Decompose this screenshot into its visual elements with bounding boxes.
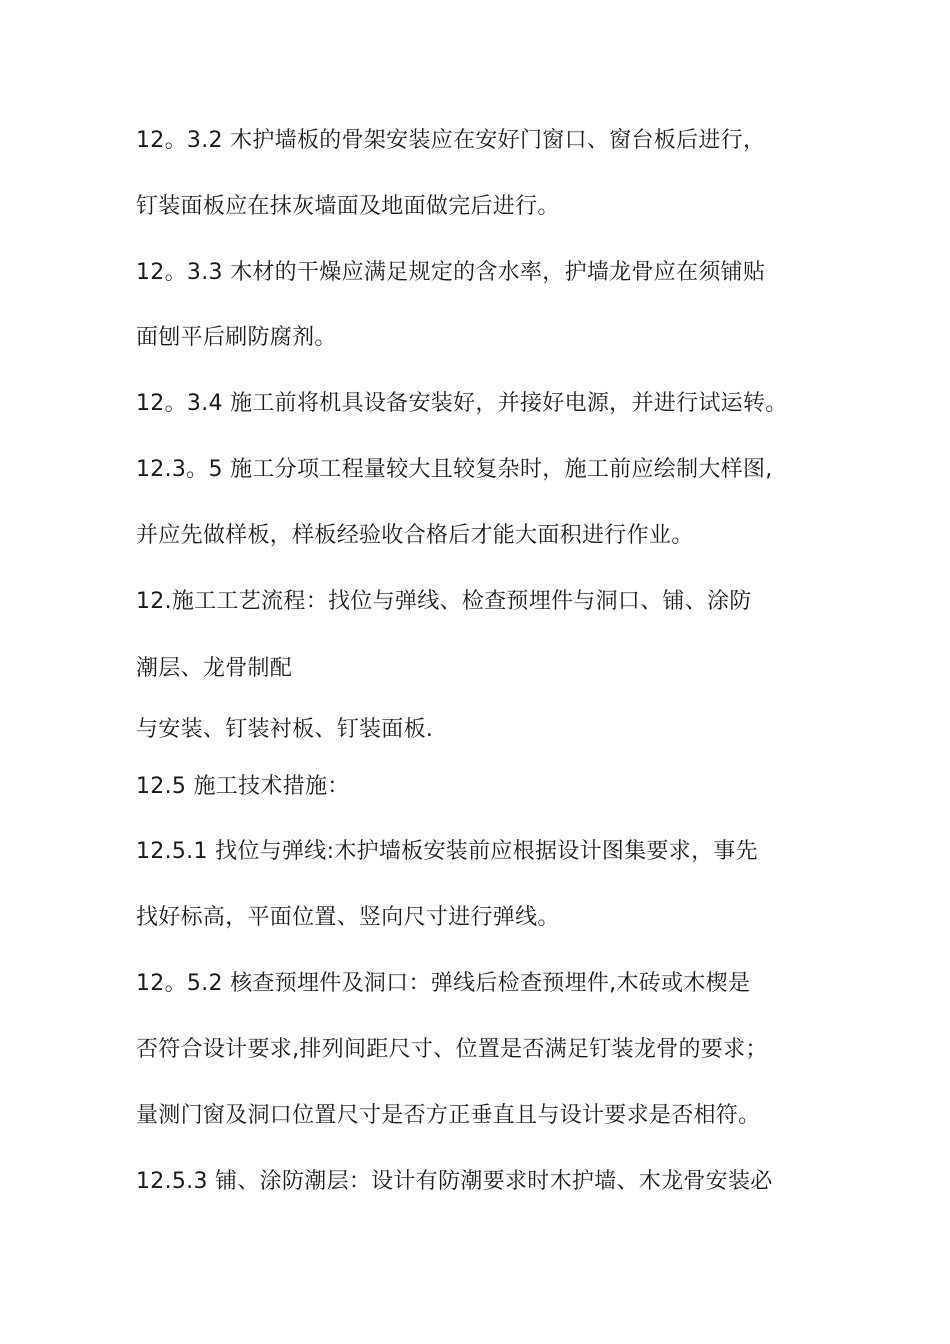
paragraph-line-9: 潮层、龙骨制配 (136, 656, 293, 681)
paragraph-line-4: 面刨平后刷防腐剂。 (136, 325, 337, 350)
paragraph-line-12: 12.5.1 找位与弹线:木护墙板安装前应根据设计图集要求，事先 (136, 839, 758, 864)
paragraph-line-7: 并应先做样板，样板经验收合格后才能大面积进行作业。 (136, 523, 694, 548)
paragraph-line-2: 钉装面板应在抹灰墙面及地面做完后进行。 (136, 194, 560, 219)
paragraph-line-15: 否符合设计要求,排列间距尺寸、位置是否满足钉装龙骨的要求； (136, 1037, 768, 1062)
paragraph-line-6: 12.3。5 施工分项工程量较大且较复杂时，施工前应绘制大样图, (136, 457, 773, 482)
paragraph-line-16: 量测门窗及洞口位置尺寸是否方正垂直且与设计要求是否相符。 (136, 1103, 761, 1128)
paragraph-line-13: 找好标高，平面位置、竖向尺寸进行弹线。 (136, 905, 560, 930)
paragraph-line-1: 12。3.2 木护墙板的骨架安装应在安好门窗口、窗台板后进行， (136, 128, 766, 153)
paragraph-line-17: 12.5.3 铺、涂防潮层：设计有防潮要求时木护墙、木龙骨安装必 (136, 1169, 773, 1194)
paragraph-line-8: 12.施工工艺流程：找位与弹线、检查预埋件与洞口、铺、涂防 (136, 589, 752, 614)
paragraph-line-5: 12。3.4 施工前将机具设备安装好，并接好电源，并进行试运转。 (136, 391, 788, 416)
paragraph-line-11: 12.5 施工技术措施： (136, 774, 350, 799)
paragraph-line-3: 12。3.3 木材的干燥应满足规定的含水率，护墙龙骨应在须铺贴 (136, 260, 766, 285)
paragraph-line-10: 与安装、钉装衬板、钉装面板. (136, 717, 434, 742)
paragraph-line-14: 12。5.2 核查预埋件及洞口：弹线后检查预埋件,木砖或木楔是 (136, 971, 751, 996)
